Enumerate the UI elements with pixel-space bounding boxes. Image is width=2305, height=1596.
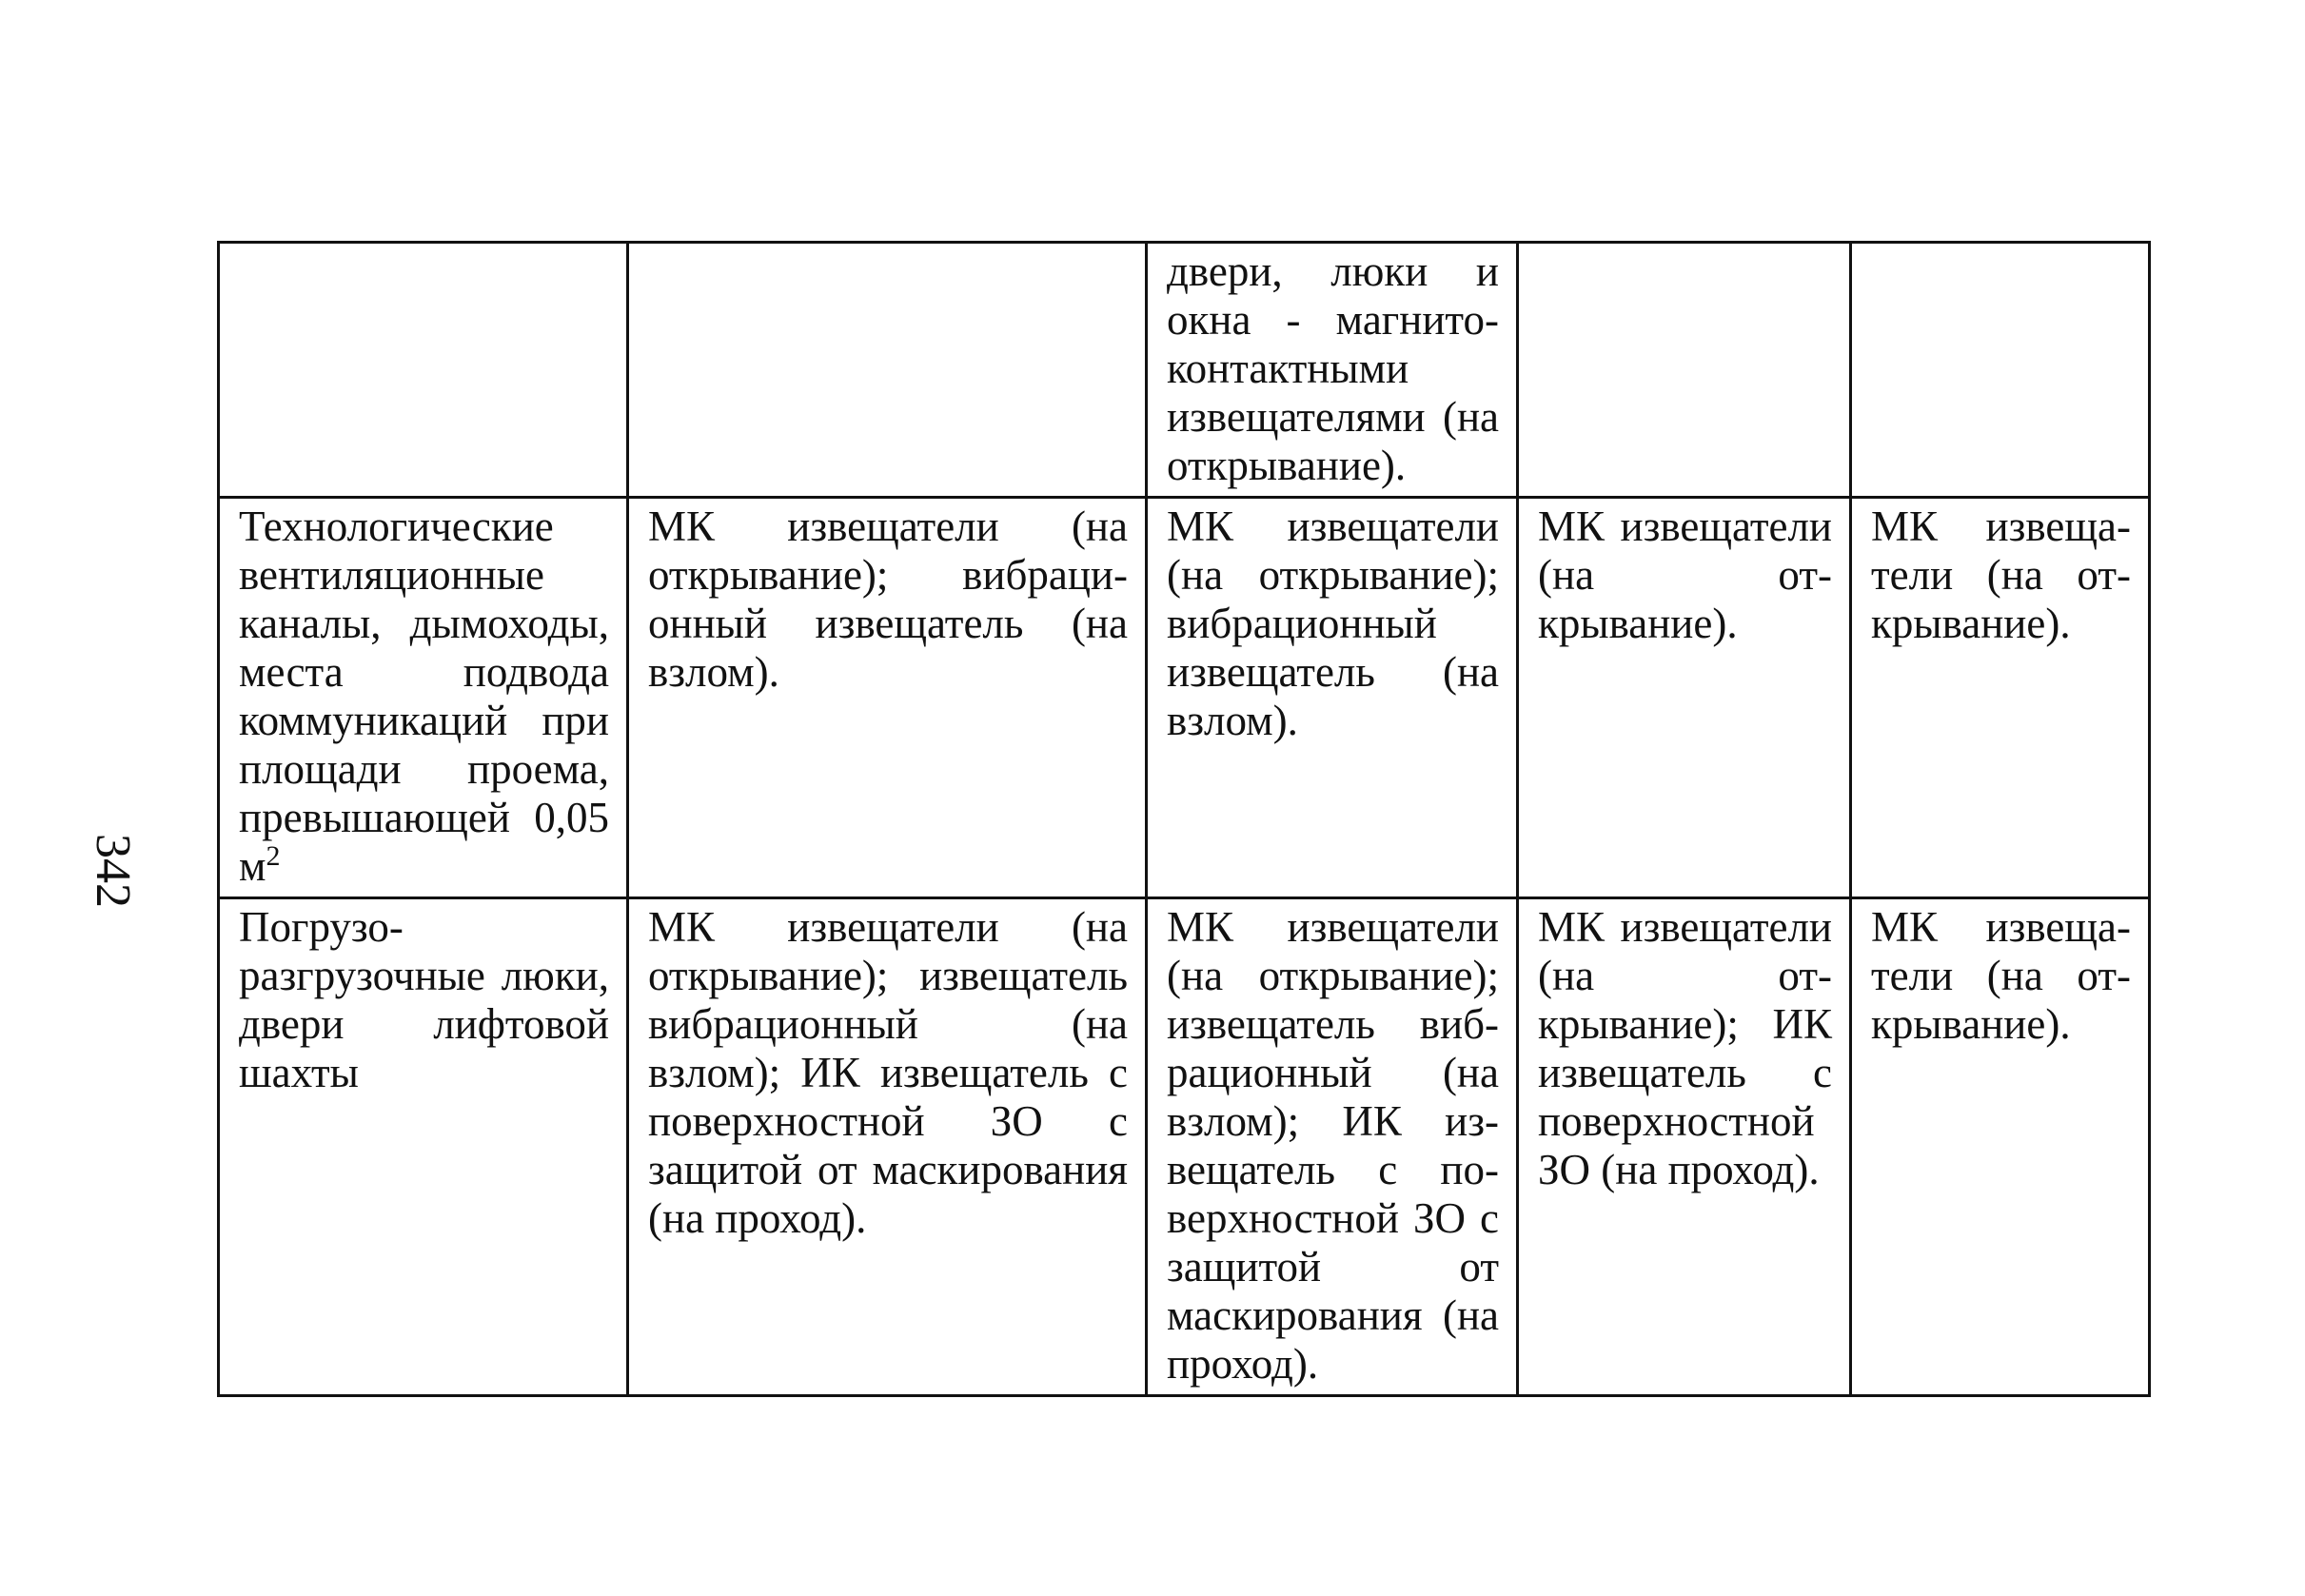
table-cell: МК извещатели (на открывание).: [1851, 898, 2150, 1396]
table-row: [219, 898, 2150, 1396]
table-cell: МК извещатели (на открывание); извещатель вибрационный (на взлом); ИК извещатель с поверхностной ЗО с защитой от маскирования (на проход).: [1147, 898, 1518, 1396]
table-cell: МК извещатели (на открывание); ИК извещатель с поверхностной ЗО (на проход).: [1518, 898, 1851, 1396]
table-cell: [1518, 243, 1851, 498]
table-cell: Технологические вентиляционные каналы, дымоходы, места подвода коммуникаций при площади проема, превышающей 0,05 $м^2$: [219, 498, 628, 898]
table-cell: МК извещатели (на открывание); вибрационный извещатель (на взлом).: [628, 498, 1147, 898]
table-cell: [628, 243, 1147, 498]
table-cell: Погрузо-разгрузочные люки, двери лифтовой шахты: [219, 898, 628, 1396]
table-cell: двери, люки и окна - магнитоконтактными извещателями (на открывание).: [1147, 243, 1518, 498]
table-cell: МК извещатели (на открывание); вибрационный извещатель (на взлом).: [1147, 498, 1518, 898]
table-cell: МК извещатели (на открывание).: [1851, 498, 2150, 898]
table-row: [219, 498, 2150, 898]
page-number: 342: [86, 834, 140, 908]
table-cell: МК извещатели (на открывание); извещатель вибрационный (на взлом); ИК извещатель с поверхностной ЗО с защитой от маскирования (на проход).: [628, 898, 1147, 1396]
table-cell: [219, 243, 628, 498]
table-row: [219, 243, 2150, 498]
table-cell: МК извещатели (на открывание).: [1518, 498, 1851, 898]
alarm-equipment-table: [217, 241, 2151, 1397]
table-cell: [1851, 243, 2150, 498]
superscript: 2: [266, 840, 281, 872]
